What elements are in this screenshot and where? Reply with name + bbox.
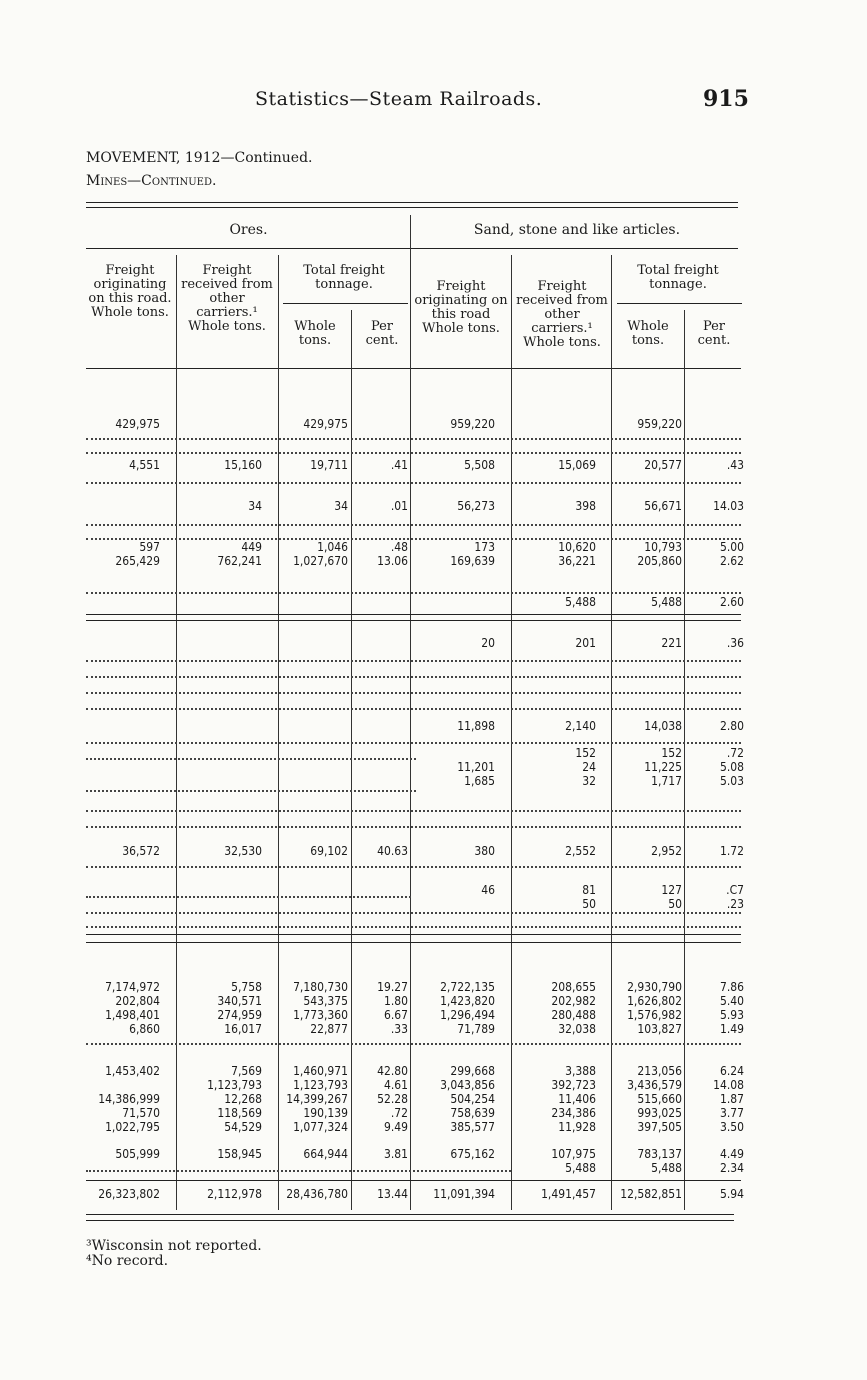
table-cell: 221 [661,636,682,650]
dot-leader [86,692,741,694]
dot-leader [86,790,416,792]
dot-leader [86,926,741,928]
column-divider [410,215,411,1210]
dot-leader [86,524,741,526]
table-cell: 3.81 [383,1147,408,1161]
table-cell: 56,671 [644,499,682,513]
table-cell: 1,491,457 [541,1187,596,1201]
table-cell: 3,388 392,723 11,406 234,386 11,928 [551,1064,596,1134]
table-cell: .72 5.08 5.03 [719,746,744,788]
col-sand-total: Total freight tonnage. [637,263,719,292]
dot-leader [86,826,741,828]
table-cell: 127 50 [661,883,682,911]
table-cell: 1.72 [719,844,744,858]
column-divider [684,310,685,1210]
footnote-3: ³Wisconsin not reported. [86,1238,262,1254]
column-divider [351,310,352,1210]
group-header-ores: Ores. [229,222,268,238]
table-cell: 69,102 [310,844,348,858]
table-cell: 2,552 [565,844,596,858]
table-cell: 13.44 [377,1187,408,1201]
table-cell: 4,551 [129,458,160,472]
column-divider [176,255,177,1210]
table-cell: 7,180,730 543,375 1,773,360 22,877 [293,980,348,1036]
table-cell: .C7 .23 [726,883,744,911]
table-cell: 32,530 [224,844,262,858]
table-cell: 449 762,241 [217,540,262,568]
table-cell: 1,460,971 1,123,793 14,399,267 190,139 1,077,324 [286,1064,348,1134]
table-cell: 152 11,225 1,717 [644,746,682,788]
table-cell: 5,508 [464,458,495,472]
table-cell: 2,112,978 [207,1187,262,1201]
section-subheading: Mines—Continued. [86,173,217,189]
dot-leader [86,1043,741,1045]
table-cell: 42.80 4.61 52.28 .72 9.49 [377,1064,408,1134]
table-bottom-rule [86,1214,734,1215]
table-cell: 5.94 [719,1187,744,1201]
table-cell: 398 [575,499,596,513]
table-top-rule [86,202,738,203]
table-cell: 5,488 [565,595,596,609]
table-bottom-rule-2 [86,1220,734,1221]
dot-leader [86,676,741,678]
col-ores-total-whole: Whole tons. [294,319,336,348]
table-cell: 429,975 [303,417,348,431]
table-cell: .41 [390,458,408,472]
dot-leader [86,896,411,898]
table-cell: 201 [575,636,596,650]
table-cell: 11,898 [457,719,495,733]
table-cell: 2,952 [651,844,682,858]
table-cell: 7.86 5.40 5.93 1.49 [719,980,744,1036]
table-cell: 2.80 [719,719,744,733]
table-cell: 675,162 [450,1147,495,1161]
table-cell: 20 [481,636,495,650]
dot-leader [86,742,741,744]
page-number: 915 [703,86,749,112]
subheader-rule-ores [283,303,408,304]
dot-leader [86,452,741,454]
table-cell: 429,975 [115,417,160,431]
total-rule [86,1180,741,1181]
dot-leader [86,438,741,440]
table-cell: 20,577 [644,458,682,472]
table-cell: 664,944 [303,1147,348,1161]
col-ores-originating: Freight originating on this road. Whole tons. [88,263,172,320]
table-cell: 26,323,802 [98,1187,160,1201]
table-cell: 173 169,639 [450,540,495,568]
col-ores-total-percent: Per cent. [365,319,399,348]
table-top-rule-2 [86,207,738,208]
col-ores-total: Total freight tonnage. [303,263,385,292]
dot-leader [86,482,741,484]
table-cell: .43 [726,458,744,472]
header-bottom-rule [86,368,741,369]
table-cell: 1,046 1,027,670 [293,540,348,568]
table-cell: 2,930,790 1,626,802 1,576,982 103,827 [627,980,682,1036]
dot-leader [86,1170,511,1172]
dot-leader [86,912,741,914]
table-cell: 1,453,402 14,386,999 71,570 1,022,795 [98,1064,160,1134]
table-cell: 15,160 [224,458,262,472]
table-cell: 36,572 [122,844,160,858]
table-cell: .01 [390,499,408,513]
table-cell: 81 50 [582,883,596,911]
table-cell: 5,488 [651,595,682,609]
table-cell: 158,945 [217,1147,262,1161]
table-cell: 505,999 [115,1147,160,1161]
table-cell: 7,569 1,123,793 12,268 118,569 54,529 [207,1064,262,1134]
col-sand-total-percent: Per cent. [697,319,731,348]
column-divider [611,255,612,1210]
section-subtitle: MOVEMENT, 1912—Continued. [86,150,313,166]
dot-leader [86,866,741,868]
table-cell: 11,091,394 [433,1187,495,1201]
col-ores-received: Freight received from other carriers.¹ Whole tons. [181,263,273,334]
col-sand-originating: Freight originating on this road Whole tons. [414,279,508,336]
footnote-4: ⁴No record. [86,1253,169,1269]
table-cell: .36 [726,636,744,650]
table-cell: 46 [481,883,495,897]
group-header-rule [86,248,738,249]
table-cell: 2.60 [719,595,744,609]
table-cell: 597 265,429 [115,540,160,568]
table-cell: 2,722,135 1,423,820 1,296,494 71,789 [440,980,495,1036]
table-cell: 959,220 [637,417,682,431]
table-cell: 10,620 36,221 [558,540,596,568]
section-rule [86,942,741,943]
section-rule [86,614,741,615]
table-cell: 40.63 [377,844,408,858]
dot-leader [86,708,741,710]
dot-leader [86,592,741,594]
table-cell: 15,069 [558,458,596,472]
col-sand-received: Freight received from other carriers.¹ Whole tons. [516,279,608,350]
table-cell: 213,056 3,436,579 515,660 993,025 397,505 [627,1064,682,1134]
table-cell: 12,582,851 [620,1187,682,1201]
table-cell: 56,273 [457,499,495,513]
column-divider [511,255,512,1210]
dot-leader [86,758,416,760]
table-cell: 783,137 5,488 [637,1147,682,1175]
dot-leader [86,660,741,662]
table-cell: 34 [248,499,262,513]
section-rule [86,620,741,621]
table-cell: 11,201 1,685 [457,760,495,788]
table-cell: 5,758 340,571 274,959 16,017 [217,980,262,1036]
table-cell: 14.03 [713,499,744,513]
table-cell: 152 24 32 [575,746,596,788]
page-title: Statistics—Steam Railroads. [255,88,543,110]
table-cell: 10,793 205,860 [637,540,682,568]
table-cell: 14,038 [644,719,682,733]
column-divider [278,255,279,1210]
table-cell: .48 13.06 [377,540,408,568]
table-cell: 299,668 3,043,856 504,254 758,639 385,577 [440,1064,495,1134]
group-header-sand-stone: Sand, stone and like articles. [473,222,681,238]
table-cell: 6.24 14.08 1.87 3.77 3.50 [713,1064,744,1134]
table-cell: 4.49 2.34 [719,1147,744,1175]
table-cell: 107,975 5,488 [551,1147,596,1175]
table-cell: 19,711 [310,458,348,472]
table-cell: 380 [474,844,495,858]
table-cell: 208,655 202,982 280,488 32,038 [551,980,596,1036]
table-cell: 34 [334,499,348,513]
section-rule [86,934,741,935]
subheader-rule-sand [617,303,742,304]
table-cell: 5.00 2.62 [719,540,744,568]
table-cell: 7,174,972 202,804 1,498,401 6,860 [105,980,160,1036]
table-cell: 959,220 [450,417,495,431]
dot-leader [86,810,741,812]
table-cell: 2,140 [565,719,596,733]
table-cell: 19.27 1.80 6.67 .33 [377,980,408,1036]
table-cell: 28,436,780 [286,1187,348,1201]
col-sand-total-whole: Whole tons. [627,319,669,348]
